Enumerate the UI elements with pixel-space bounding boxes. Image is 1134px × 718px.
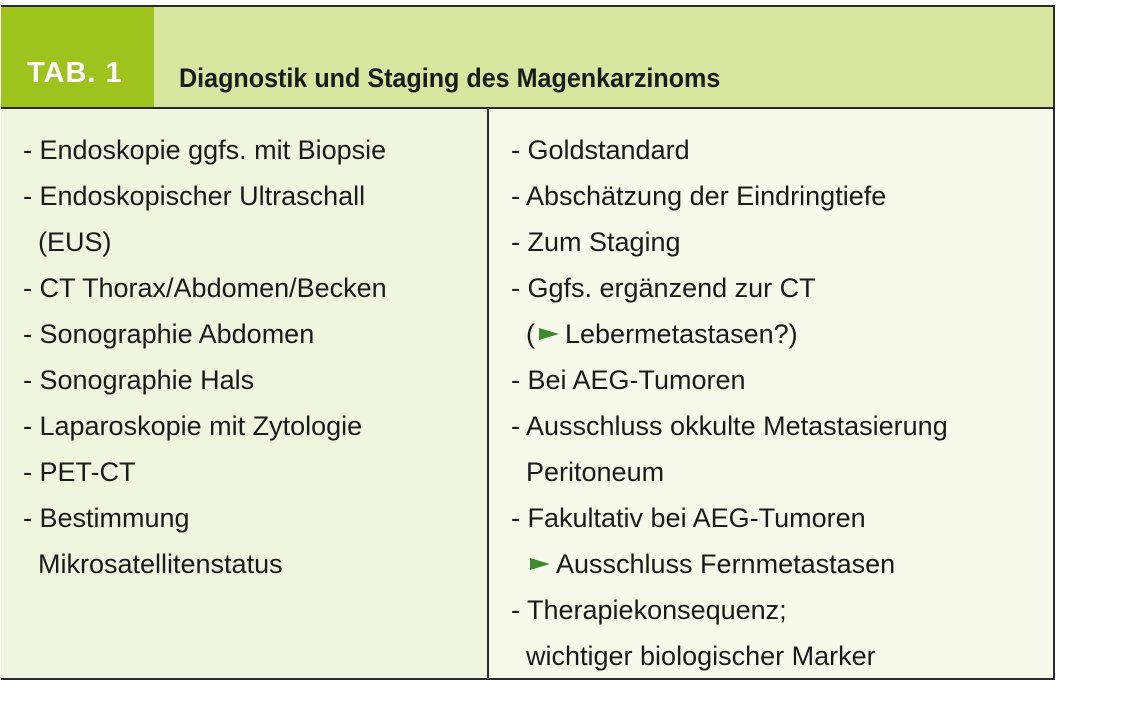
list-item-continuation: (EUS) (38, 227, 112, 257)
list-item: - Goldstandard (511, 135, 690, 165)
arrow-right-icon (539, 328, 559, 340)
list-item: - Ggfs. ergänzend zur CT (511, 273, 816, 303)
open-paren: ( (526, 319, 535, 349)
list-item-text: Lebermetastasen?) (565, 319, 798, 349)
list-item: - Bei AEG-Tumoren (511, 365, 746, 395)
list-item-continuation: wichtiger biologischer Marker (526, 641, 876, 671)
list-item: - Sonographie Hals (23, 365, 255, 395)
list-item: - Laparoskopie mit Zytologie (23, 411, 363, 441)
list-item: - CT Thorax/Abdomen/Becken (23, 273, 387, 303)
list-item: - Bestimmung (23, 503, 190, 533)
list-item: - Ausschluss okkulte Metastasierung (511, 411, 948, 441)
list-item: - Abschätzung der Eindringtiefe (511, 181, 887, 211)
purpose-column (489, 109, 1053, 678)
method-column (1, 109, 489, 678)
arrow-right-icon (530, 558, 550, 570)
list-item: - Zum Staging (511, 227, 681, 257)
list-item: - Sonographie Abdomen (23, 319, 315, 349)
list-item-continuation: Mikrosatellitenstatus (38, 549, 283, 579)
list-item: - Endoskopie ggfs. mit Biopsie (23, 135, 387, 165)
table-title: Diagnostik und Staging des Magenkarzinoms (179, 63, 721, 93)
list-item-continuation (511, 546, 1053, 592)
table-header (1, 7, 1053, 109)
table-number-badge: TAB. 1 (1, 7, 154, 107)
list-item-continuation: Peritoneum (526, 457, 665, 487)
list-item-continuation (511, 316, 1053, 362)
list-item: - Endoskopischer Ultraschall (23, 181, 366, 211)
staging-table (1, 5, 1055, 680)
list-item: - Fakultativ bei AEG-Tumoren (511, 503, 866, 533)
list-item-text: Ausschluss Fernmetastasen (556, 549, 896, 579)
list-item: - PET-CT (23, 457, 136, 487)
list-item: - Therapiekonsequenz; (511, 595, 787, 625)
